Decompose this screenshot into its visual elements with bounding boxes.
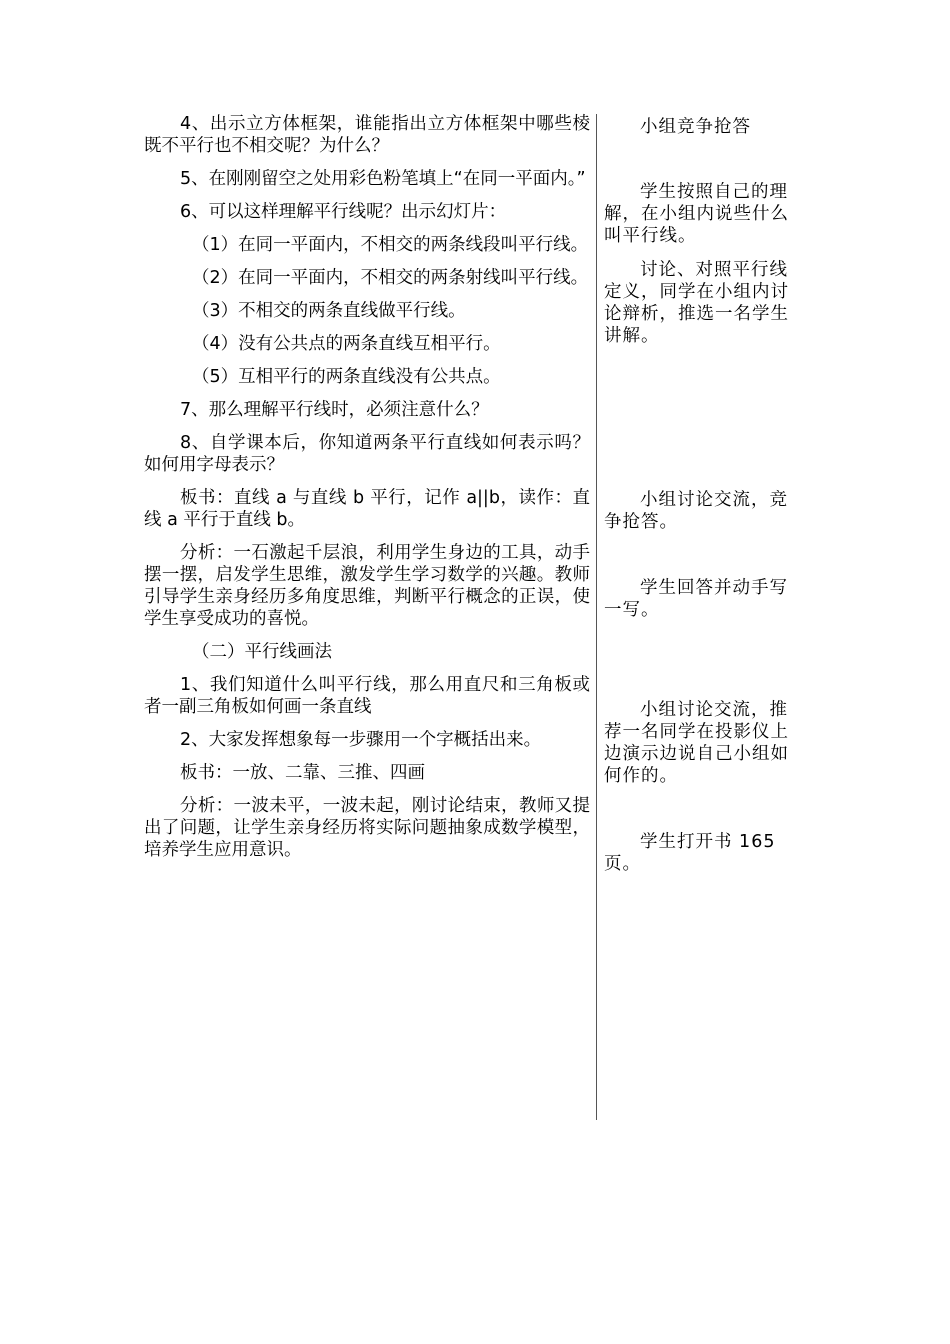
- student-note-1: 小组竞争抢答: [640, 117, 751, 137]
- paragraph-draw-question: 1、我们知道什么叫平行线，那么用直尺和三角板或者一副三角板如何画一条直线: [144, 675, 590, 717]
- analysis-1: 分析：一石激起千层浪，利用学生身边的工具，动手摆一摆，启发学生思维，激发学生学习数学的兴趣。教师引导学生亲身经历多角度思维，判断平行概念的正误，使学生享受成功的喜悦。: [144, 543, 590, 629]
- statement-1: （1）在同一平面内，不相交的两条线段叫平行线。: [192, 235, 589, 255]
- paragraph-cube-frame: 4、出示立方体框架，谁能指出立方体框架中哪些棱既不平行也不相交呢？为什么？: [144, 114, 590, 156]
- statement-3: （3）不相交的两条直线做平行线。: [192, 301, 466, 321]
- paragraph-summarize-steps: 2、大家发挥想象每一步骤用一个字概括出来。: [180, 730, 542, 750]
- paragraph-slide-intro: 6、可以这样理解平行线呢？出示幻灯片：: [180, 202, 507, 222]
- statement-2: （2）在同一平面内，不相交的两条射线叫平行线。: [192, 268, 589, 288]
- section-heading-drawing: （二）平行线画法: [192, 642, 332, 662]
- analysis-2: 分析：一波未平，一波未起，刚讨论结束，教师又提出了问题，让学生亲身经历将实际问题抽象成数学模型，培养学生应用意识。: [144, 796, 590, 860]
- paragraph-fill-blank: 5、在刚刚留空之处用彩色粉笔填上“在同一平面内。”: [180, 169, 586, 189]
- blackboard-notation: 板书：直线 a 与直线 b 平行，记作 a||b，读作：直线 a 平行于直线 b。: [144, 488, 590, 530]
- statement-4: （4）没有公共点的两条直线互相平行。: [192, 334, 501, 354]
- paragraph-attention: 7、那么理解平行线时，必须注意什么？: [180, 400, 489, 420]
- column-divider: [596, 114, 597, 1120]
- paragraph-self-study: 8、自学课本后，你知道两条平行直线如何表示吗？如何用字母表示？: [144, 433, 590, 475]
- blackboard-steps: 板书：一放、二靠、三推、四画: [180, 763, 425, 783]
- student-note-3: 讨论、对照平行线定义，同学在小组内讨论辩析，推选一名学生讲解。: [604, 260, 789, 346]
- teacher-activity-column: [144, 113, 590, 861]
- student-note-7: 学生打开书 165 页。: [604, 832, 776, 874]
- student-note-4: 小组讨论交流，竞争抢答。: [604, 490, 788, 532]
- statement-5: （5）互相平行的两条直线没有公共点。: [192, 367, 501, 387]
- student-note-6: 小组讨论交流，推荐一名同学在投影仪上边演示边说自己小组如何作的。: [604, 700, 789, 786]
- student-note-2: 学生按照自己的理解，在小组内说些什么叫平行线。: [604, 182, 789, 246]
- student-note-5: 学生回答并动手写一写。: [604, 578, 788, 620]
